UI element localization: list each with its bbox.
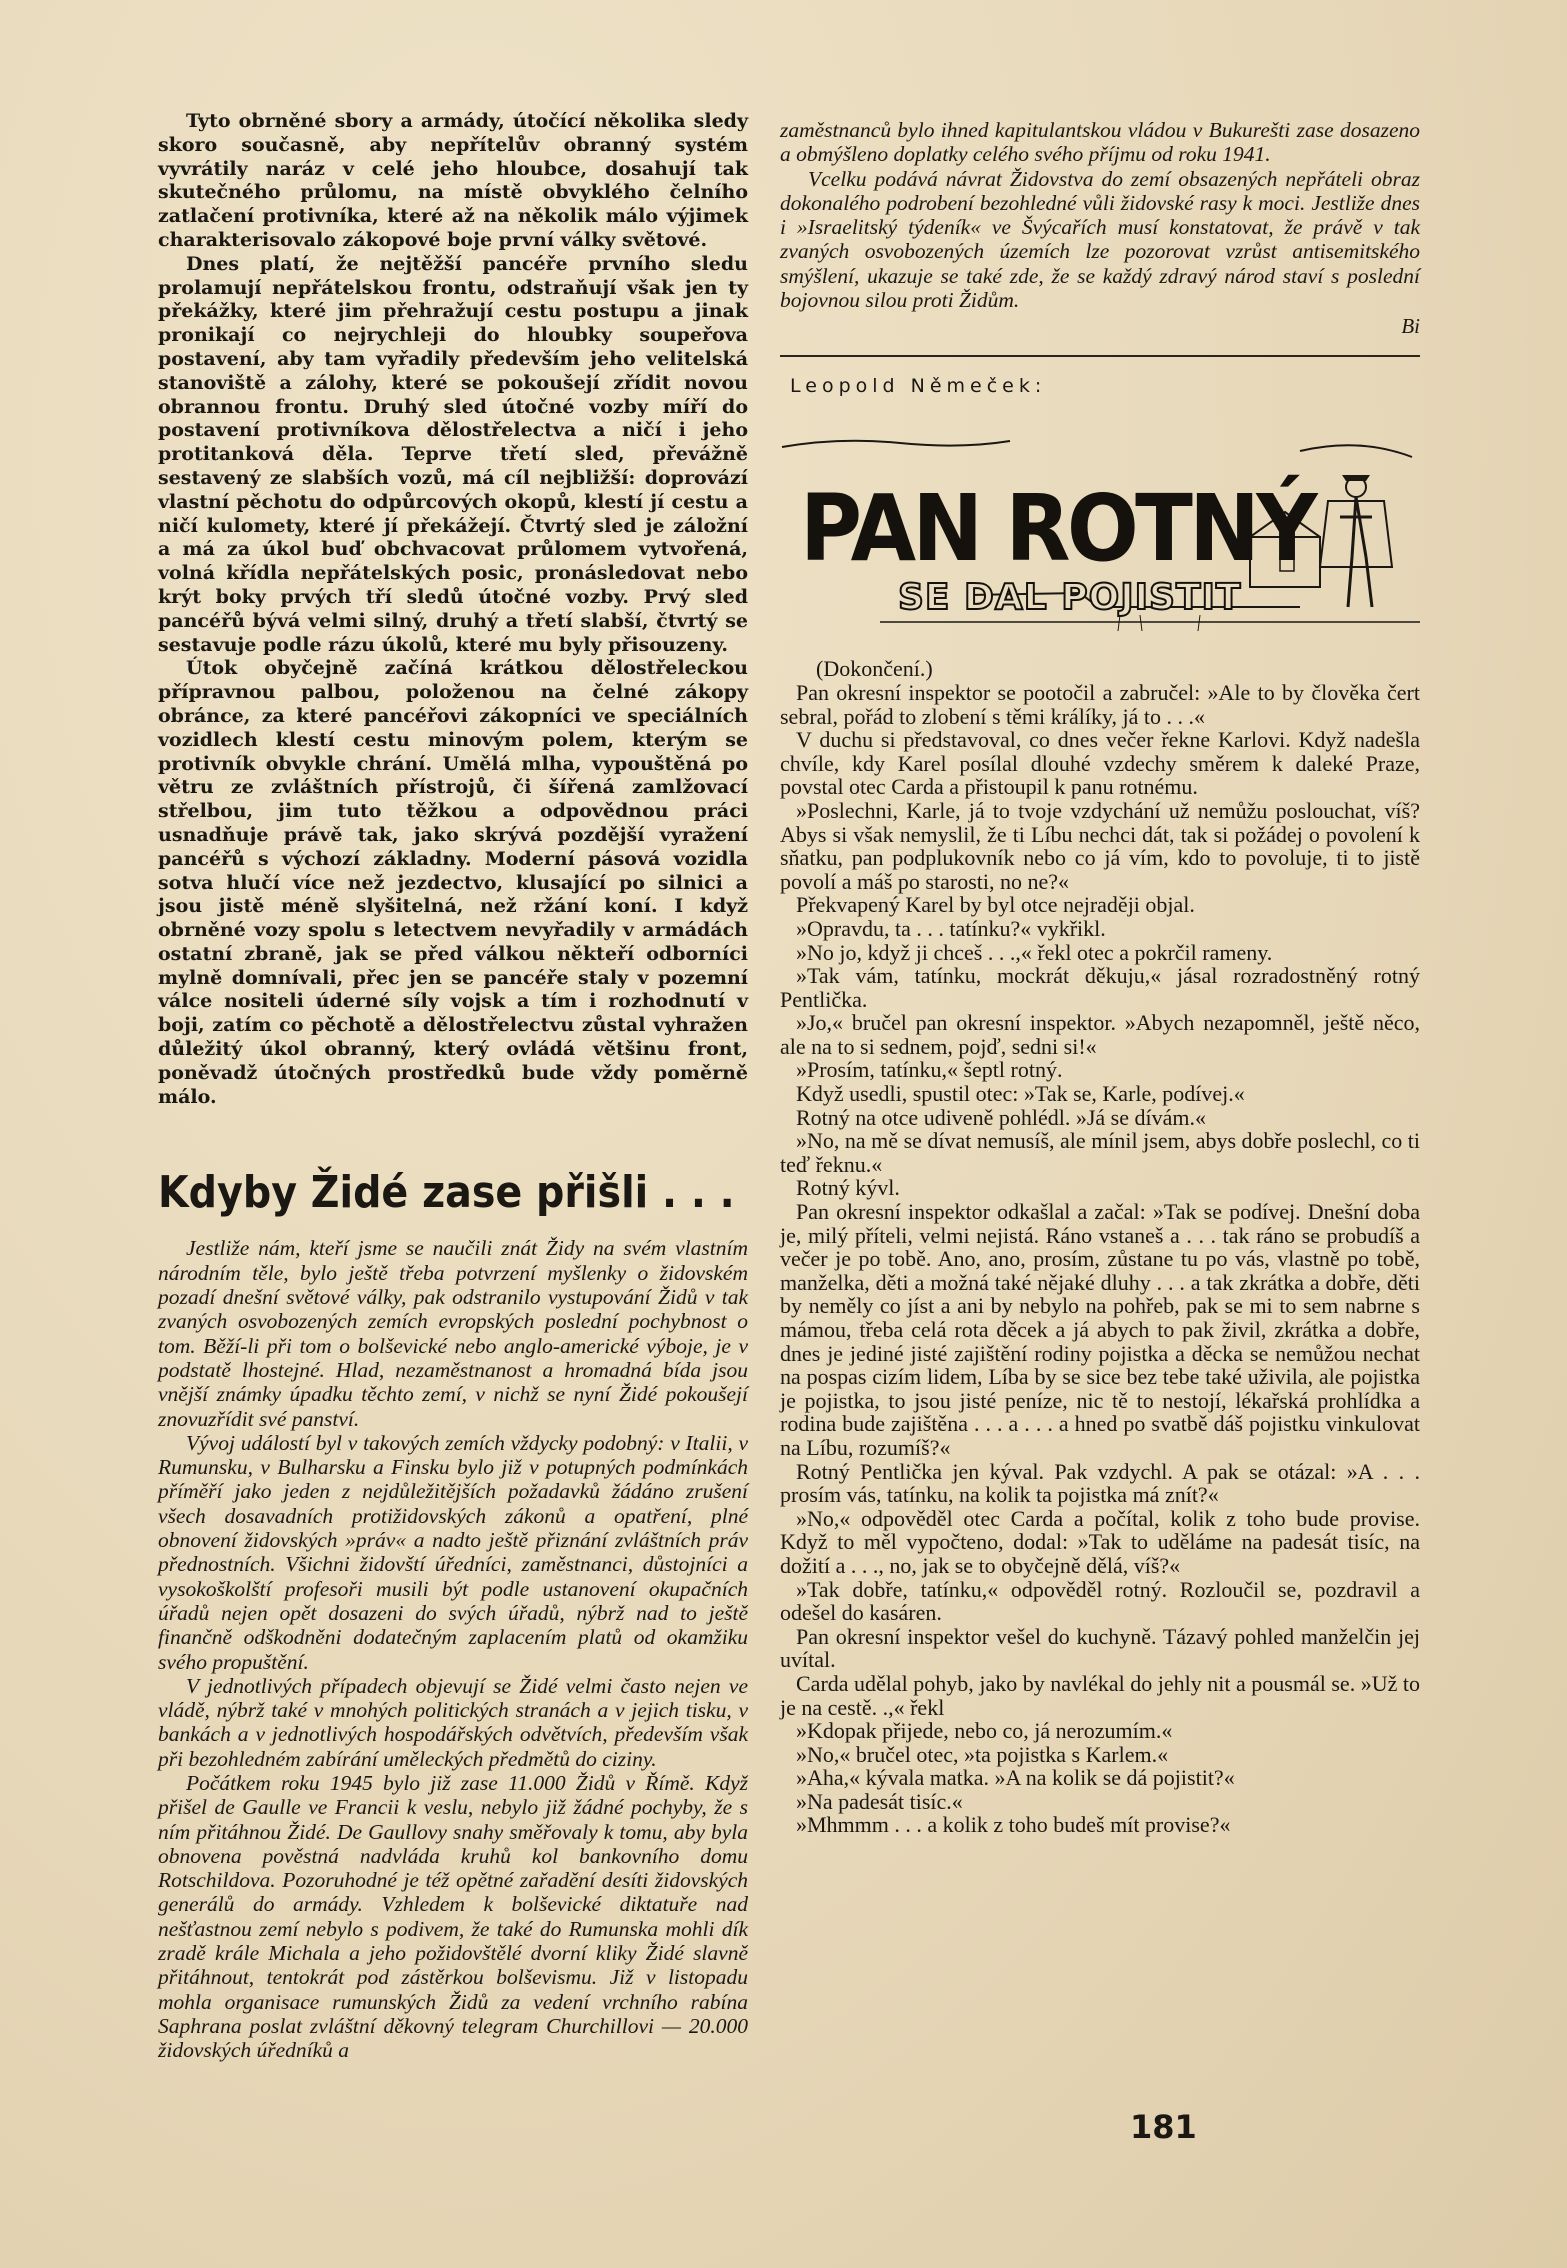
- paragraph: Jestliže nám, kteří jsme se naučili znát Židy na svém vlastním národním těle, bylo ještě třeba potvrzení myšlenky o židovském pozadí dnešní světové války, pak odstranilo vystupování Židů v tak zvaných osvobozených zemích evropských poslední pochybnost o tom. Běží-li při tom o bolševické nebo anglo-americké výboje, je v podstatě lhostejné. Hlad, nezaměstnanost a hromadná bída jsou vnější známky úpadku těchto zemí, v nichž se nyní Židé pokoušejí znovuzřídit své panství.: [158, 1236, 748, 1431]
- story-paragraph: »No,« odpověděl otec Carda a počítal, kolik z toho bude provise. Když to měl vypočteno, dodal: »Tak to uděláme na padesát tisíc, na dožití a . . ., no, jak se to obyčejně dělá, víš?«: [780, 1505, 1420, 1578]
- paragraph: Útok obyčejně začíná krátkou dělostřeleckou přípravnou palbou, položenou na čelné zákopy obránce, za které pancéřovi zákopníci ve speciálních vozidlech klestí cestu minovým polem, kterým se protivník obvykle chrání. Umělá mlha, vypouštěná po větru ze zvláštních přístrojů, či šířená zamlžovací střelbou, jim tuto těžkou a odpovědnou práci usnadňuje právě tak, jako skrývá pozdější vyražení pancéřů s výchozí základny. Moderní pásová vozidla sotva hlučí více než jezdectvo, klusající po silnici a jsou jistě méně slyšitelná, než ržání koní. I když obrněné vozy spolu s letectvem nevyřadily v armádách ostatní zbraně, jak se před válkou někteří odborníci mylně domnívali, přec jen se pancéře staly v pozemní válce nositeli úderné síly vojsk a tím i rozhodnutí v boji, zatím co pěchotě a dělostřelectvu zůstal vyhražen důležitý úkol obranný, který ovládá většinu front, poněvadž útočných prostředků bude vždy poměrně málo.: [158, 657, 748, 1108]
- jews-article-continued: [780, 118, 1420, 312]
- story-paragraph: »Opravdu, ta . . . tatínku?« vykřikl.: [796, 915, 1106, 941]
- story-body: [780, 657, 1420, 1837]
- story-paragraph: Když usedli, spustil otec: »Tak se, Karle, podívej.«: [796, 1081, 1245, 1107]
- story-subtitle: SE DAL POJISTIT: [898, 577, 1242, 619]
- right-column: [780, 118, 1420, 1837]
- story-paragraph: Pan okresní inspektor se pootočil a zabručel: »Ale to by člověka čert sebral, pořád to zlobení s těmi králíky, já to . . .«: [780, 679, 1420, 729]
- military-article: [158, 110, 748, 1109]
- article-signature: Bi: [1401, 314, 1420, 339]
- story-paragraph: »Na padesát tisíc.«: [796, 1788, 963, 1814]
- story-paragraph: V duchu si představoval, co dnes večer řekne Karlovi. Když nadešla chvíle, kdy Karel posílal dlouhé vzdechy směrem k daleké Praze, povstal otec Carda a přistoupil k panu rotnému.: [780, 727, 1420, 800]
- story-paragraph: Pan okresní inspektor odkašlal a začal: »Tak se podívej. Dnešní doba je, milý příteli, velmi nejistá. Ráno vstaneš a . . . tak ráno se probudíš a večer je po tobě. Ano, ano, prosím, zůstane tu po vás, vlastně po tobě, manželka, děti a možná také nějaké dluhy . . . a tak zkrátka a dobře, děti by neměly co jíst a ani by nebylo na pohřeb, pak se mi to sem nabrne s mámou, třeba celá rota děcek a já abych to pak živil, zkrátka a dobře, dnes je jediné jisté zajištění rodiny pojistka a děcka se nemůžou nechat na pospas cizím lidem, Líba by se sice bez tebe také uživila, ale pojistka je pojistka, to jsou jisté peníze, nic tě to nestojí, lékařská prohlídka a rodina bude zajištěna . . . a . . . a hned po svatbě dáš pojistku vinkulovat na Líbu, rozumíš?«: [780, 1199, 1420, 1460]
- story-paragraph: »Aha,« kývala matka. »A na kolik se dá pojistit?«: [796, 1765, 1235, 1791]
- story-paragraph: Pan okresní inspektor vešel do kuchyně. Tázavý pohled manželčin jej uvítal.: [780, 1623, 1420, 1673]
- story-paragraph: Rotný Pentlička jen kýval. Pak vzdychl. A pak se otázal: »A . . . prosím vás, tatínku, na kolik ta pojistka má znít?«: [780, 1458, 1420, 1508]
- paragraph: Tyto obrněné sbory a armády, útočící několika sledy skoro současně, aby nepřítelův obranný systém vyvrátily naráz v celé jeho hloubce, dosahují tak skutečného průlomu, na místě obvyklého čelního zatlačení protivníka, které až na několik málo výjimek charakterisovalo zákopové boje první války světové.: [158, 110, 748, 251]
- story-paragraph: »No, na mě se dívat nemusíš, ale mínil jsem, abys dobře poslechl, co ti teď řeknu.«: [780, 1128, 1420, 1177]
- story-paragraph: »Prosím, tatínku,« šeptl rotný.: [796, 1057, 1063, 1083]
- paragraph: zaměstnanců bylo ihned kapitulantskou vládou v Bukurešti zase dosazeno a obmýšleno doplatky celého svého příjmu od roku 1941.: [780, 118, 1420, 167]
- story-paragraph: Rotný na otce udiveně pohlédl. »Já se dívám.«: [796, 1104, 1206, 1130]
- story-paragraph: »No jo, když ji chceš . . .,« řekl otec a pokrčil rameny.: [796, 939, 1273, 965]
- left-column: [158, 110, 748, 2063]
- paragraph: Vývoj událostí byl v takových zemích vždycky podobný: v Italii, v Rumunsku, v Bulharsku a Finsku bylo již v potupných podmínkách příměří jako jeden z nejdůležitějších požadavků žádáno zrušení všech dosavadních protižidovských zákonů a opatření, plné obnovení židovských »práv« a nadto ještě přiznání zvláštních práv přednostních. Všichni židovští úředníci, zaměstnanci, důstojníci a vysokoškolští profesoři musili být podle ustanovení okupačních úřadů nejen opět dosazeni do svých úřadů, nýbrž nad to ještě finančně odškodněni dodatečným zaplacením platů od okamžiku svého propuštění.: [158, 1430, 748, 1674]
- continuation-note: (Dokončení.): [816, 656, 933, 682]
- story-paragraph: Carda udělal pohyb, jako by navlékal do jehly nit a pousmál se. »Už to je na cestě. .,« řekl: [780, 1670, 1420, 1720]
- story-paragraph: »Tak dobře, tatínku,« odpověděl rotný. Rozloučil se, pozdravil a odešel do kasáren.: [780, 1576, 1420, 1626]
- story-paragraph: »Poslechni, Karle, já to tvoje vzdychání už nemůžu poslouchat, víš? Abys si však nemyslil, že ti Líbu nechci dát, tak si požádej o povolení k sňatku, pan podplukovník nebo co já vím, kdo to povoluje, ti to jistě povolí a máš po starosti, no ne?«: [780, 797, 1420, 894]
- story-author: Leopold Němeček:: [790, 375, 1047, 398]
- divider: [780, 355, 1420, 357]
- story-title: PAN ROTNÝ: [800, 475, 1314, 583]
- paragraph: V jednotlivých případech objevují se Židé velmi často nejen ve vládě, nýbrž také v mnohých politických stranách a v jejich tisku, v bankách a v jednotlivých hospodářských odvětvích, především však při bezohledném zabírání uměleckých předmětů do ciziny.: [158, 1673, 748, 1771]
- paragraph: Počátkem roku 1945 bylo již zase 11.000 Židů v Římě. Když přišel de Gaulle ve Francii k veslu, nebylo již žádné pochyby, že s ním přitáhnou Židé. De Gaullovy snahy směřovaly k tomu, aby byla obnovena pověstná nadvláda kruhů kol bankovního domu Rotschildova. Pozoruhodné je též opětné zařadění desíti židovských generálů do armády. Vzhledem k bolševické diktatuře nad nešťastnou zemí nebylo s podivem, že také do Rumunska mohli dík zradě krále Michala a jeho požidovštělé dvorní kliky Židé slavně přitáhnout, tentokrát pod zástěrkou bolševismu. Již v listopadu mohla organisace rumunských Židů za vedení vrchního rabína Saphrana poslat zvláštní děkovný telegram Churchillovi — 20.000 židovských úředníků a: [158, 1771, 748, 2063]
- article-headline: Kdyby Židé zase přišli . . .: [158, 1167, 735, 1219]
- paragraph: Dnes platí, že nejtěžší pancéře prvního sledu prolamují nepřátelskou frontu, odstraňují však jen ty překážky, které jim přehražují cestu postupu a jinak pronikají co nejrychleji do hloubky soupeřova postavení, aby tam vyřadily především jeho velitelská stanoviště a zálohy, které se pokoušejí zřídit novou obrannou frontu. Druhý sled útočné vozby míří do postavení protivníkova dělostřelectva a ničí i jeho protitanková děla. Teprve třetí sled, převážně sestavený ze slabších vozů, má cíl nejbližší: doprovází vlastní pěchotu do odpůrcových okopů, klestí jí cestu a ničí kulomety, které jí překážejí. Čtvrtý sled je záložní a má za úkol buď obchvacovat průlomem vytvořená, volná křídla nepřátelských posic, pronásledovat nebo krýt boky prvých tří sledů útočné vozby. Prvý sled pancéřů bývá velmi silný, druhý a třetí slabší, čtvrtý se sestavuje podle rázu úkolů, které mu byly přisouzeny.: [158, 252, 748, 656]
- paragraph: Vcelku podává návrat Židovstva do zemí obsazených nepřáteli obraz dokonalého podrobení bezohledné vůli židovské rasy k moci. Jestliže dnes i »Israelitský týdeník« ve Švýcařích musí konstatovat, že právě v tak zvaných osvobozených územích lze pozorovat vzrůst antisemitského smýšlení, ukazuje se také zde, že se každý zdravý národ staví s poslední bojovnou silou proti Židům.: [780, 166, 1420, 313]
- story-title-art: [780, 417, 1420, 657]
- story-paragraph: »Tak vám, tatínku, mockrát děkuju,« jásal rozradostněný rotný Pentlička.: [780, 963, 1420, 1012]
- story-paragraph: »Mhmmm . . . a kolik z toho budeš mít provise?«: [796, 1812, 1231, 1838]
- story-paragraph: Překvapený Karel by byl otce nejraději objal.: [796, 892, 1195, 918]
- page-number: 181: [1130, 2108, 1197, 2146]
- story-paragraph: »No,« bručel otec, »ta pojistka s Karlem.«: [796, 1741, 1169, 1767]
- story-paragraph: Rotný kývl.: [796, 1175, 900, 1201]
- story-paragraph: »Jo,« bručel pan okresní inspektor. »Abych nezapomněl, ještě něco, ale na to si sednem, pojď, sedni si!«: [780, 1010, 1420, 1059]
- story-paragraph: »Kdopak přijede, nebo co, já nerozumím.«: [796, 1718, 1173, 1744]
- jews-article: [158, 1236, 748, 2062]
